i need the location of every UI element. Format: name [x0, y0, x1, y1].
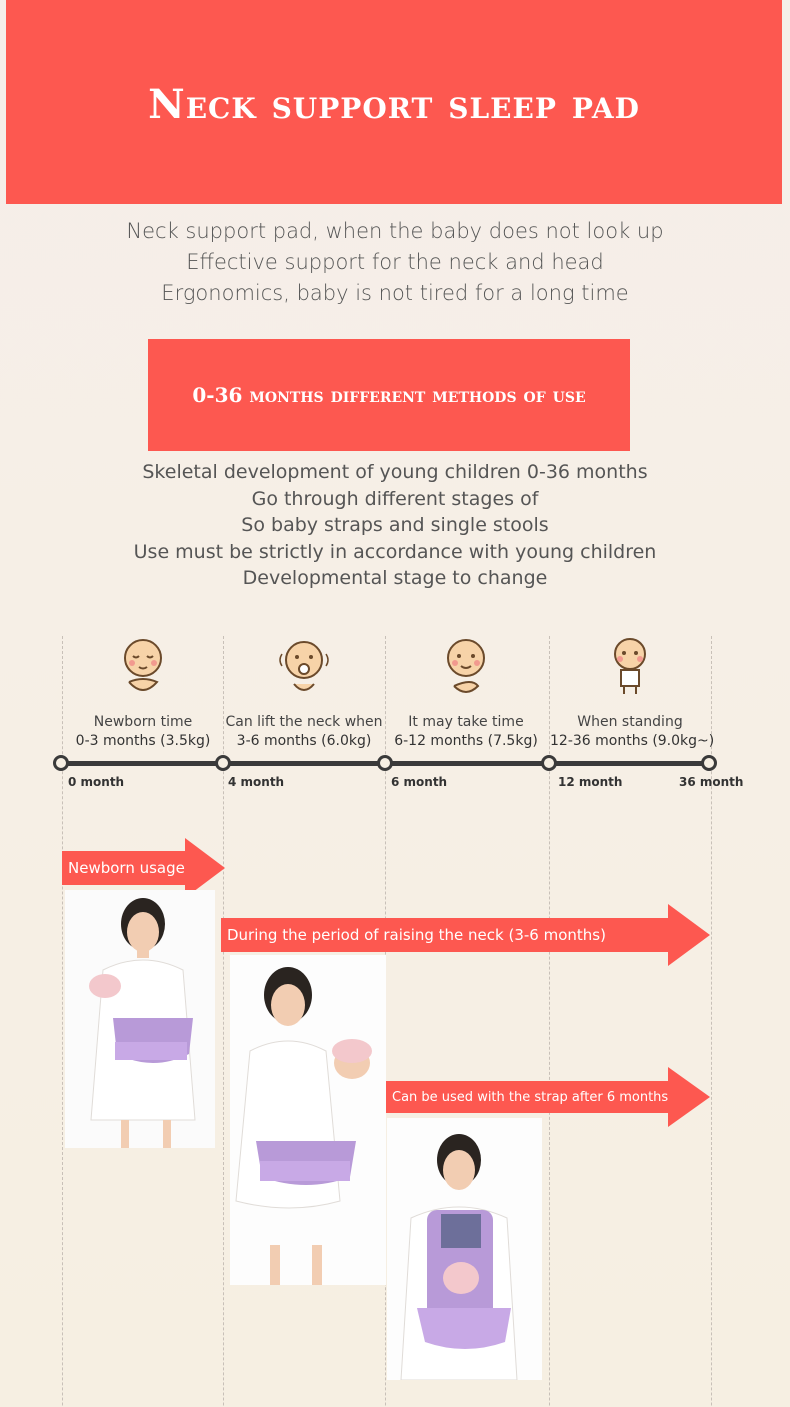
intro-line: Effective support for the neck and head	[186, 250, 604, 274]
timeline-node	[541, 755, 557, 771]
stage-newborn	[63, 636, 223, 749]
tick-label: 36 month	[679, 775, 744, 789]
methods-title: 0-36 months different methods of use	[192, 383, 586, 407]
timeline-node	[53, 755, 69, 771]
top-banner	[6, 0, 782, 204]
newborn-usage-photo	[65, 890, 215, 1148]
intro-line: Neck support pad, when the baby does not look up	[126, 219, 664, 243]
intro-text	[0, 216, 790, 309]
tick-label: 4 month	[228, 775, 285, 789]
stage-title: Newborn time	[93, 714, 193, 730]
guide-line	[711, 636, 712, 1407]
guide-line	[549, 636, 550, 1407]
guide-line	[223, 636, 224, 1407]
guide-line	[62, 636, 63, 1407]
tick-label: 6 month	[391, 775, 448, 789]
timeline-node	[377, 755, 393, 771]
description-line: So baby straps and single stools	[241, 514, 549, 536]
stage-title: It may take time	[408, 714, 524, 730]
arrow-label: Can be used with the strap after 6 months	[386, 1081, 668, 1113]
sleeping-baby-icon	[115, 636, 171, 696]
stage-sitting	[386, 636, 546, 749]
arrow-label: Newborn usage	[62, 851, 185, 885]
description-line: Developmental stage to change	[242, 567, 548, 589]
timeline-node	[215, 755, 231, 771]
standing-baby-icon	[602, 636, 658, 696]
tick-label: 0 month	[68, 775, 125, 789]
stage-title: When standing	[577, 714, 683, 730]
stage-standing	[550, 636, 715, 749]
description-line: Go through different stages of	[251, 487, 539, 510]
stage-title: Can lift the neck when	[225, 714, 383, 730]
description-line: Use must be strictly in accordance with young children	[133, 540, 657, 563]
newborn-usage-arrow	[62, 838, 225, 898]
stage-detail: 12-36 months (9.0kg~)	[550, 733, 715, 749]
strap-usage-photo	[387, 1118, 542, 1380]
arrow-label: During the period of raising the neck (3-6 months)	[221, 918, 668, 952]
stage-detail: 6-12 months (7.5kg)	[394, 733, 538, 749]
description-line: Skeletal development of young children 0-36 months	[142, 461, 648, 483]
stage-neck	[224, 636, 384, 749]
page-title: Neck support sleep pad	[148, 80, 640, 128]
description-text	[0, 459, 790, 592]
methods-banner	[148, 339, 630, 451]
neck-usage-photo	[230, 955, 386, 1285]
intro-line: Ergonomics, baby is not tired for a long time	[161, 281, 629, 305]
baby-pacifier-icon	[276, 636, 332, 696]
stage-detail: 3-6 months (6.0kg)	[236, 733, 372, 749]
timeline-node	[701, 755, 717, 771]
stage-detail: 0-3 months (3.5kg)	[75, 733, 211, 749]
sitting-baby-icon	[438, 636, 494, 696]
tick-label: 12 month	[558, 775, 623, 789]
